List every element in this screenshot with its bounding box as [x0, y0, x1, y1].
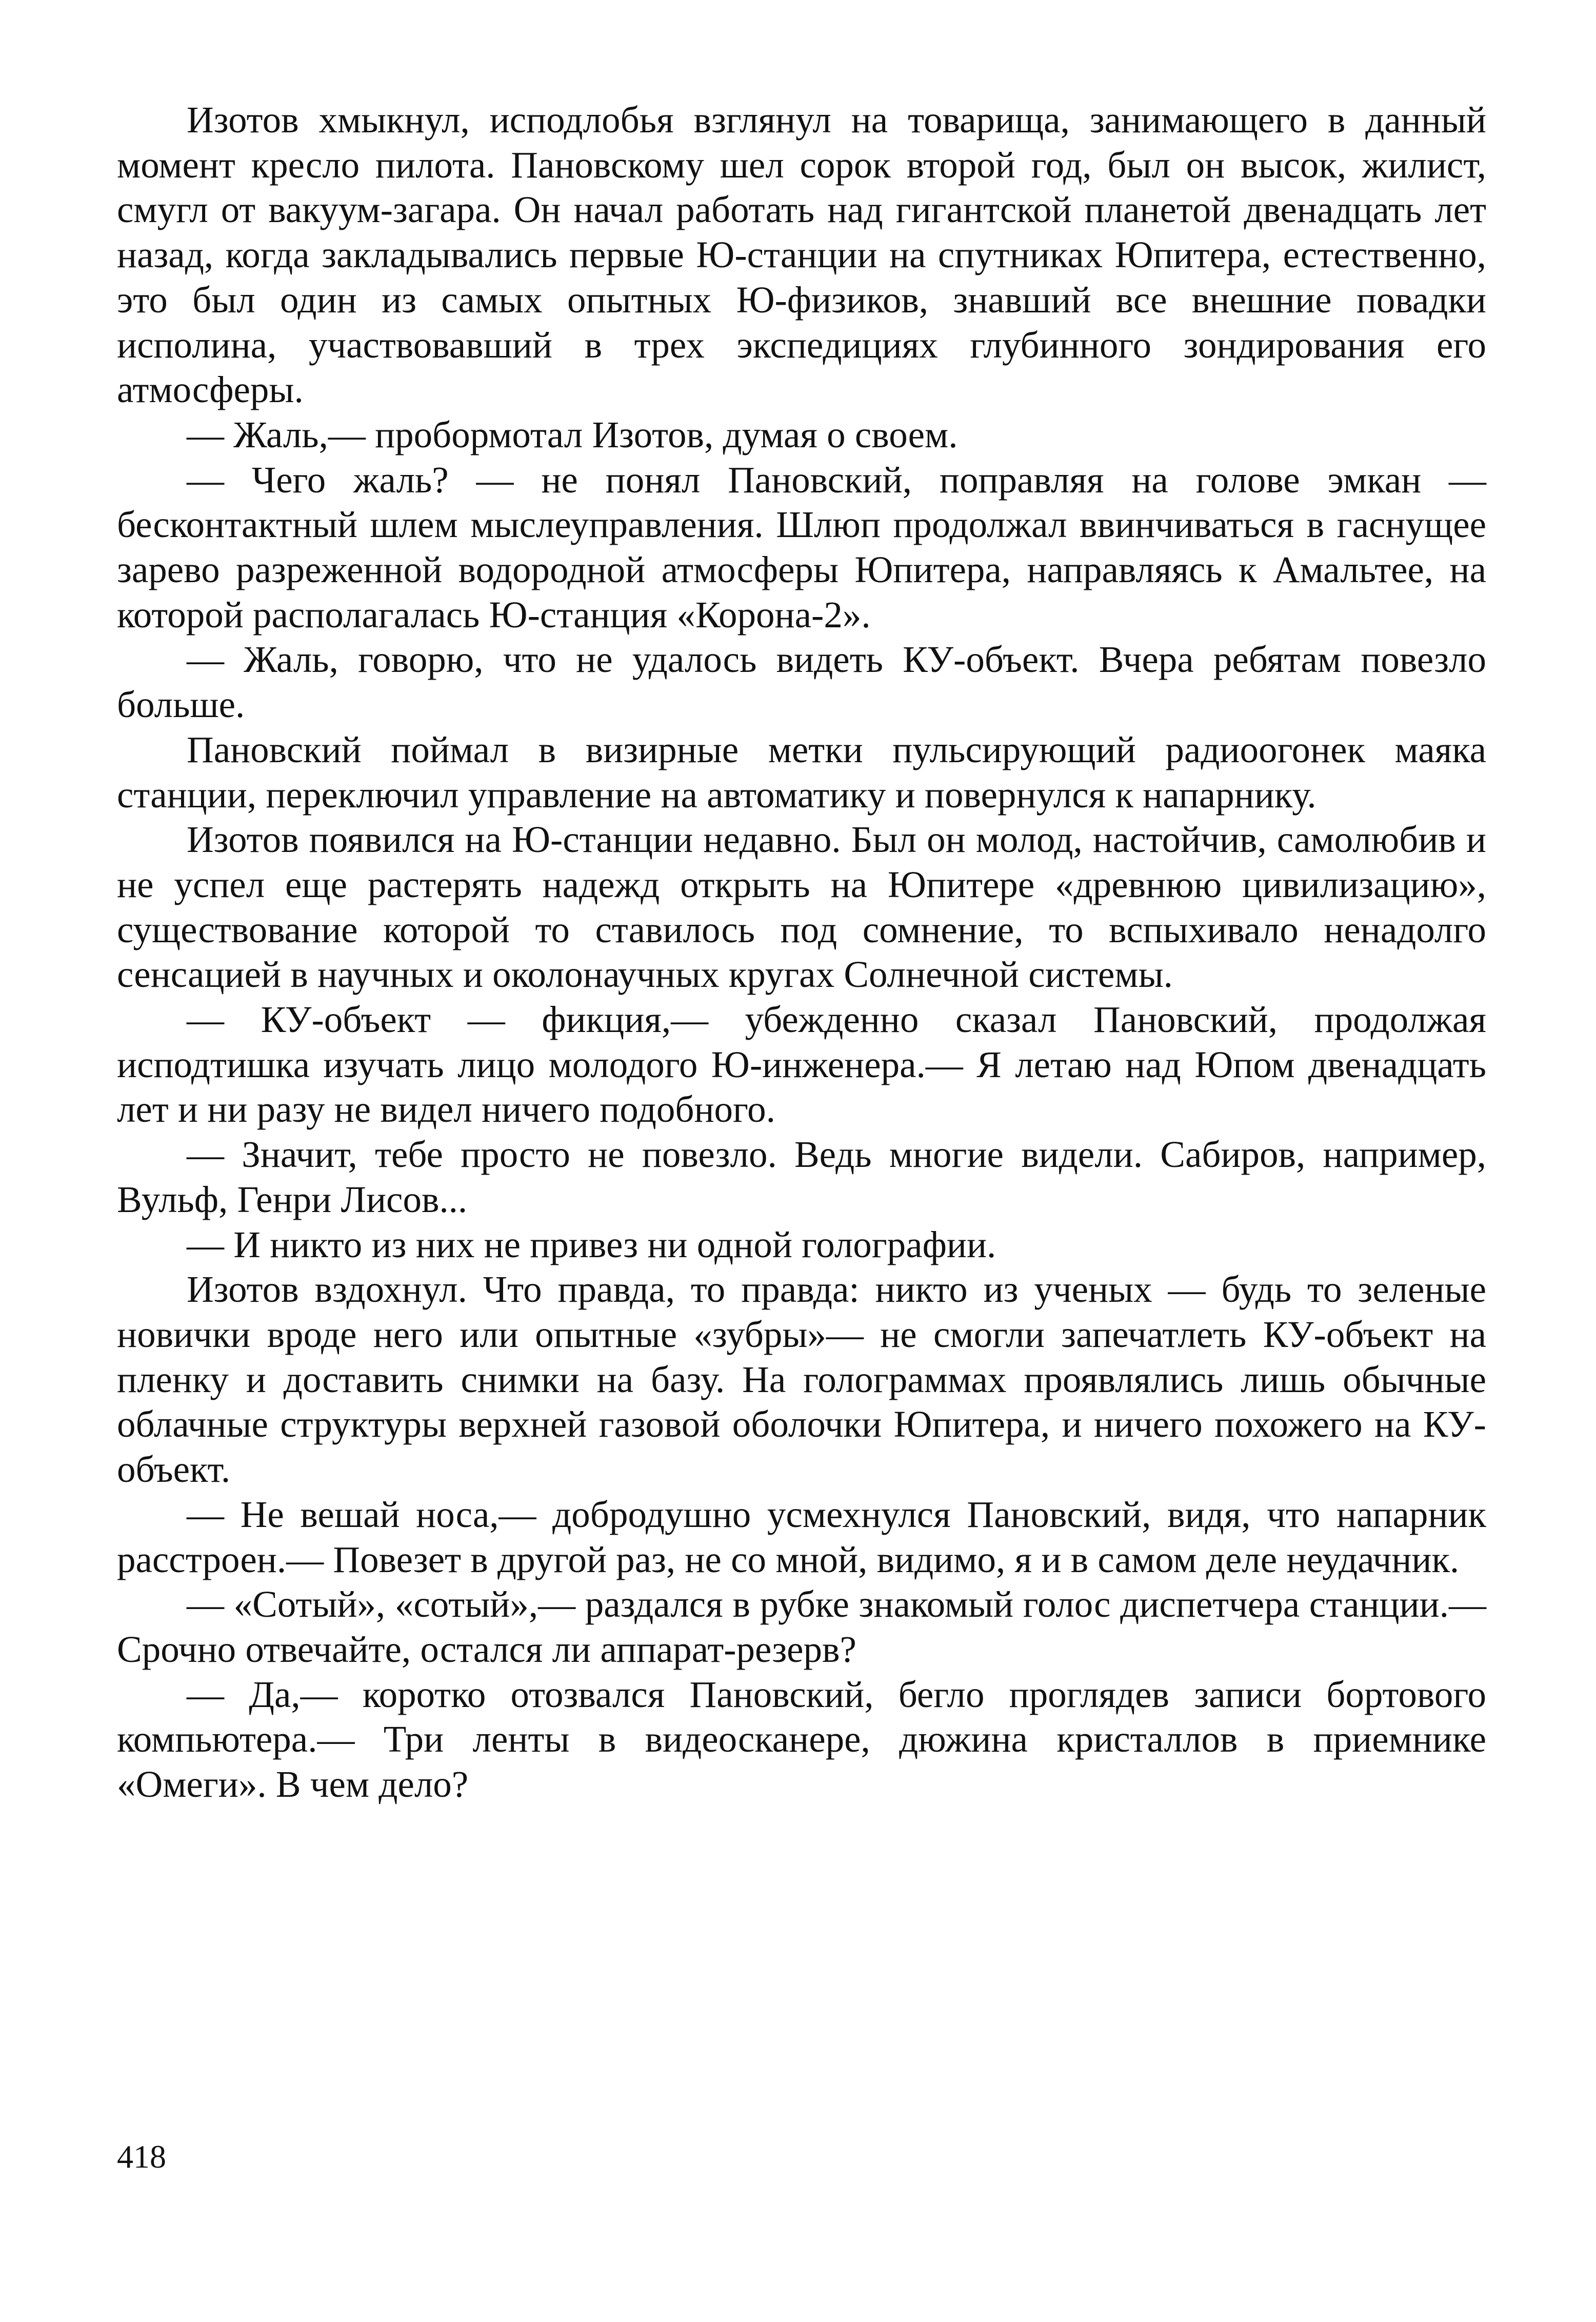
- page-number: 418: [117, 2138, 166, 2175]
- paragraph: Изотов вздохнул. Что правда, то правда: никто из ученых — будь то зеленые новички вроде него или опытные «зубры»— не смогли запечатлеть КУ-объект на пленку и доставить снимки на базу. На голограммах проявлялись лишь обычные облачные структуры верхней газовой оболочки Юпитера, и ничего похожего на КУ-объект.: [117, 1268, 1486, 1491]
- paragraph: Изотов хмыкнул, исподлобья взглянул на товарища, занимающего в данный момент кресло пилота. Пановскому шел сорок второй год, был он высок, жилист, смугл от вакуум-загара. Он начал работать над гигантской планетой двенадцать лет назад, когда закладывались первые Ю-станции на спутниках Юпитера, естественно, это был один из самых опытных Ю-физиков, знавший все внешние повадки исполина, участвовавший в трех экспедициях глубинного зондирования его атмосферы.: [117, 99, 1486, 411]
- paragraph: — Да,— коротко отозвался Пановский, бегло проглядев записи бортового компьютера.— Три ленты в видеосканере, дюжина кристаллов в приемнике «Омеги». В чем дело?: [117, 1673, 1486, 1805]
- paragraph: — Чего жаль? — не понял Пановский, поправляя на голове эмкан — бесконтактный шлем мыслеуправления. Шлюп продолжал ввинчиваться в гаснущее зарево разреженной водородной атмосферы Юпитера, направляясь к Амальтее, на которой располагалась Ю-станция «Корона-2».: [117, 459, 1486, 636]
- paragraph: — КУ-объект — фикция,— убежденно сказал Пановский, продолжая исподтишка изучать лицо молодого Ю-инженера.— Я летаю над Юпом двенадцать лет и ни разу не видел ничего подобного.: [117, 999, 1486, 1130]
- paragraph: Пановский поймал в визирные метки пульсирующий радиоогонек маяка станции, переключил управление на автоматику и повернулся к напарнику.: [117, 728, 1486, 816]
- paragraph: — Не вешай носа,— добродушно усмехнулся Пановский, видя, что напарник расстроен.— Повезет в другой раз, не со мной, видимо, я и в самом деле неудачник.: [117, 1493, 1486, 1580]
- paragraph: — И никто из них не привез ни одной голографии.: [187, 1223, 996, 1265]
- paragraph: — Жаль, говорю, что не удалось видеть КУ-объект. Вчера ребятам повезло больше.: [117, 639, 1486, 726]
- paragraph: Изотов появился на Ю-станции недавно. Был он молод, настойчив, самолюбив и не успел еще растерять надежд открыть на Юпитере «древнюю цивилизацию», существование которой то ставилось под сомнение, то вспыхивало ненадолго сенсацией в научных и околонаучных кругах Солнечной системы.: [117, 819, 1486, 996]
- body-text: [117, 97, 1486, 1807]
- paragraph: — Жаль,— пробормотал Изотов, думая о своем.: [187, 413, 958, 455]
- paragraph: — «Сотый», «сотый»,— раздался в рубке знакомый голос диспетчера станции.— Срочно отвечайте, остался ли аппарат-резерв?: [117, 1583, 1486, 1670]
- paragraph: — Значит, тебе просто не повезло. Ведь многие видели. Сабиров, например, Вульф, Генри Лисов...: [117, 1134, 1486, 1220]
